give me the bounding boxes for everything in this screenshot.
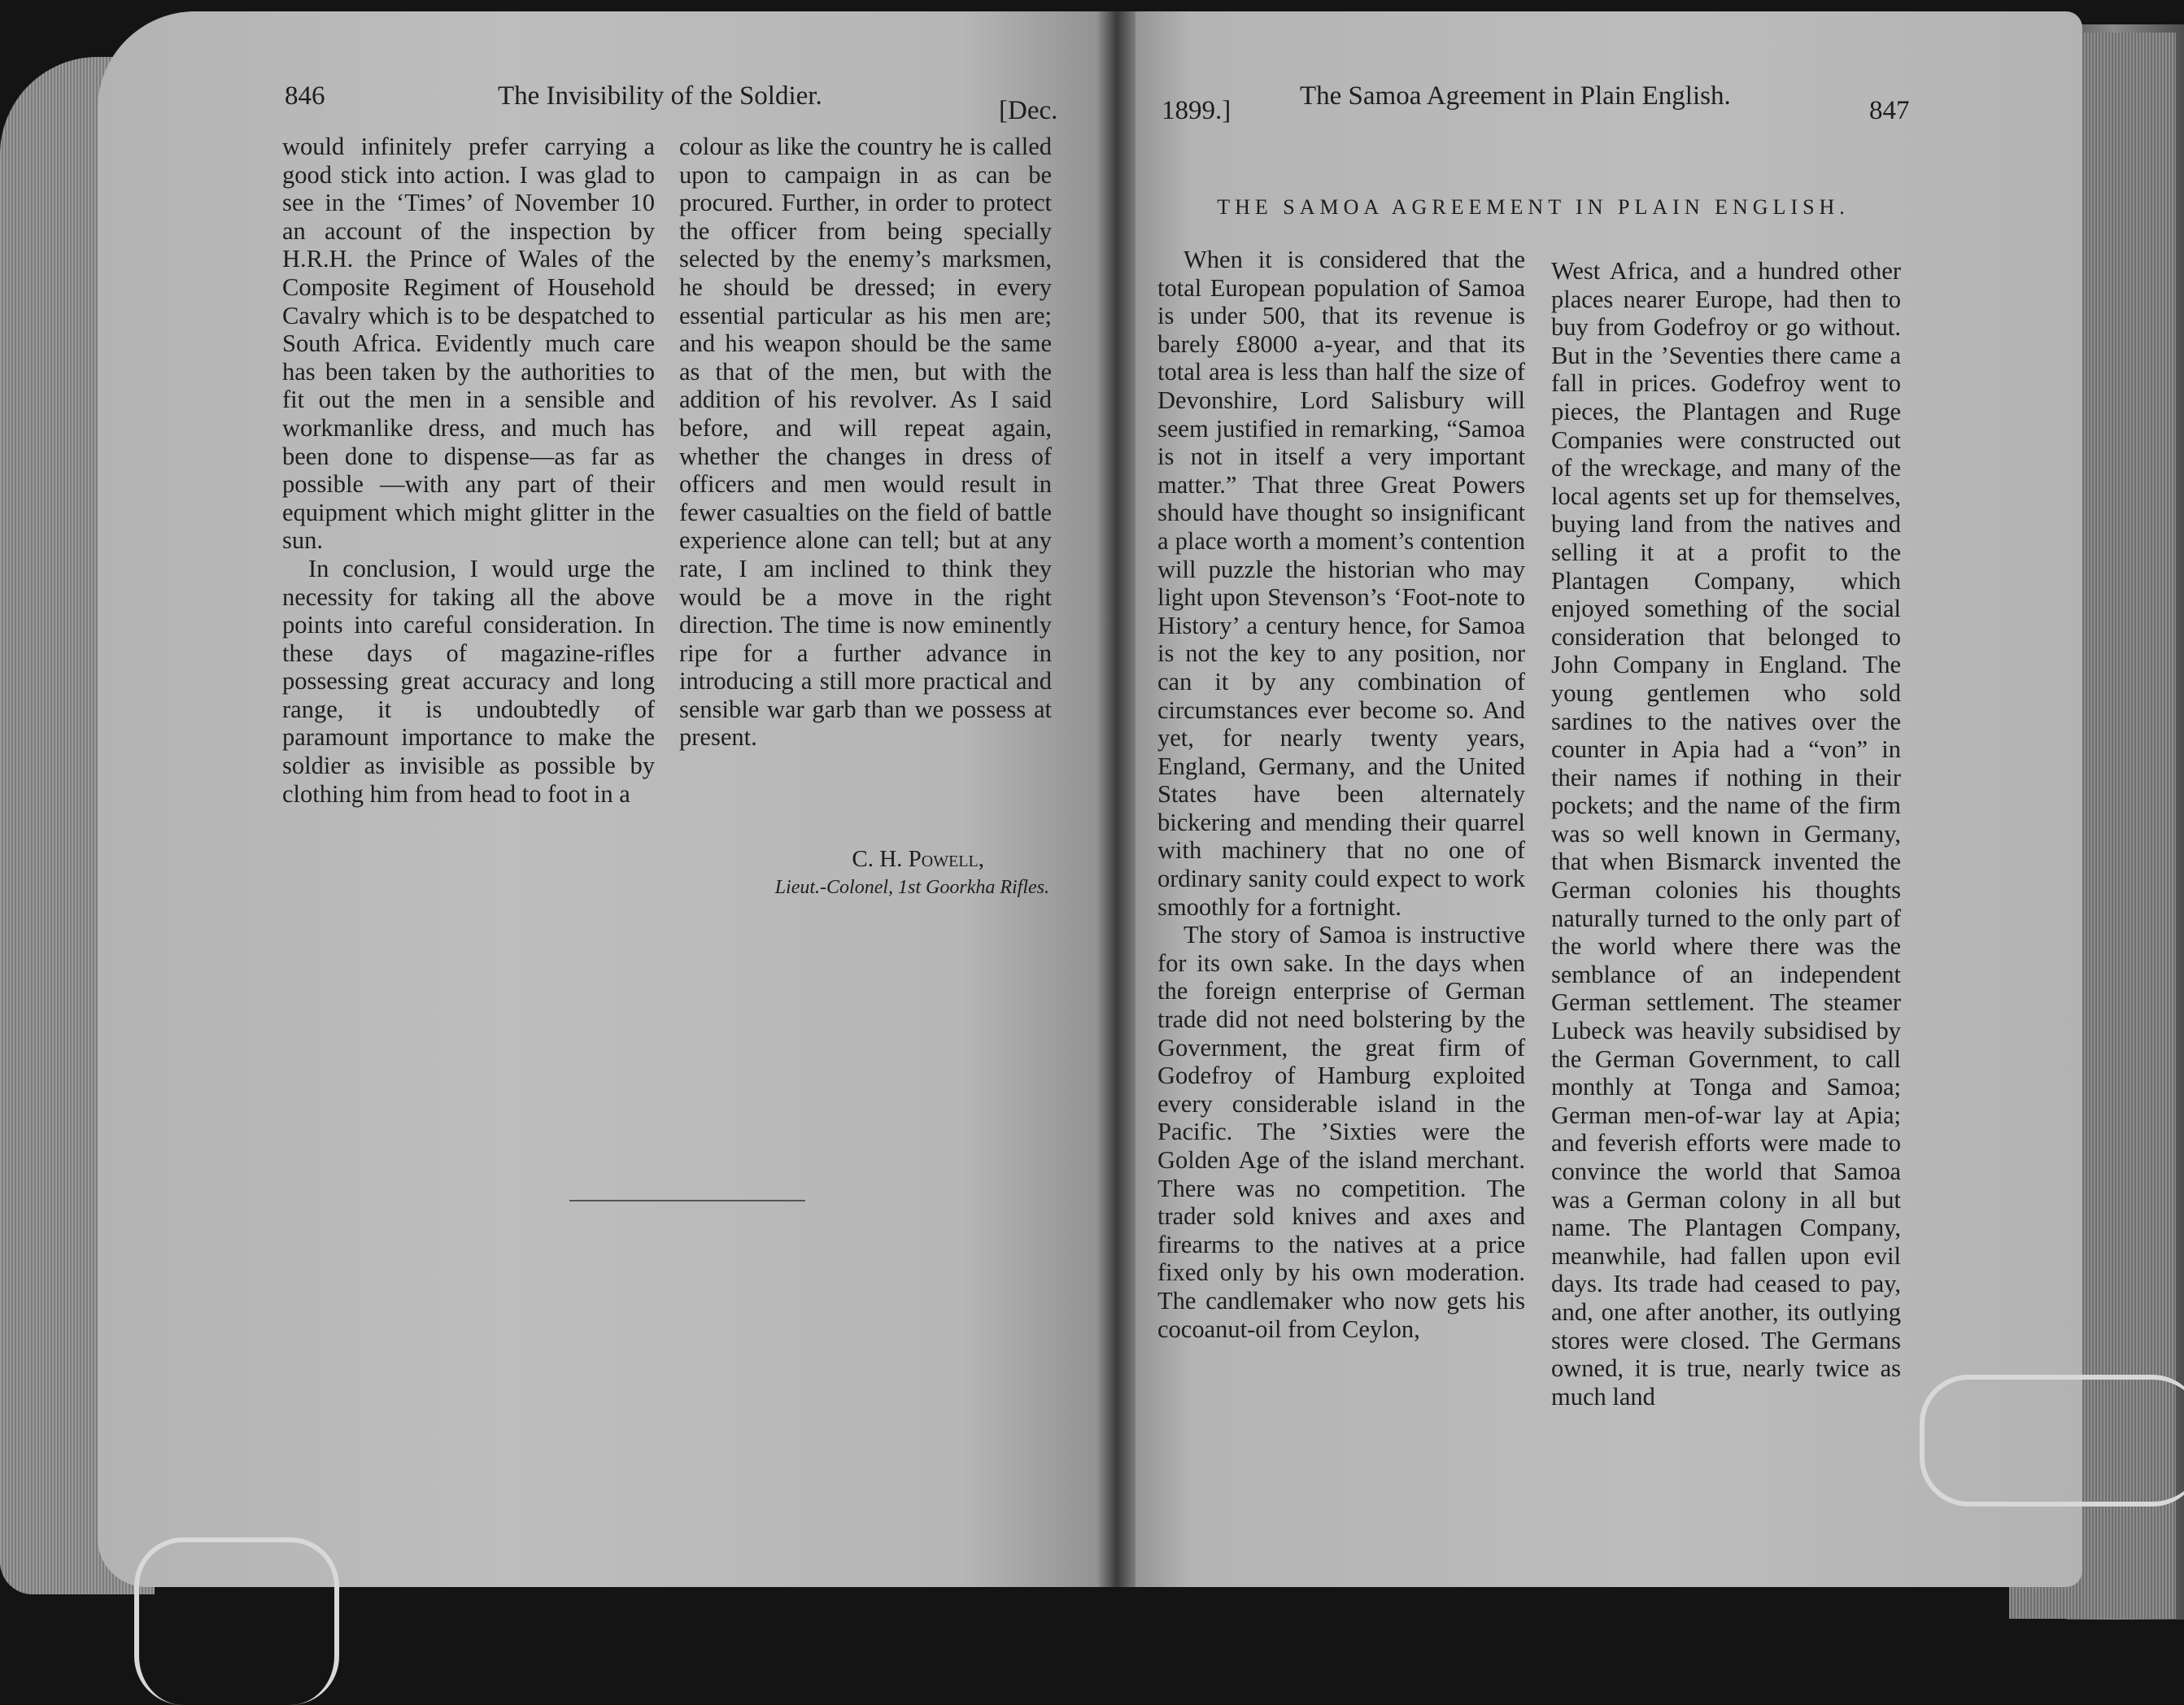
paragraph: In conclusion, I would urge the necessity for taking all the above points into careful consideration. In these days of magazine-rifles possessing great accuracy and long range, it is undoubtedly of paramount importance to make the soldier as invisible as possible by clothing him from head to foot in a — [282, 554, 655, 808]
right-column-1 — [1157, 246, 1525, 1343]
paragraph: West Africa, and a hundred other places nearer Europe, had then to buy from Godefroy or go without. But in the ’Seventies there came a fall in prices. Godefroy went to pieces, the Plantagen and Ruge Companies were constructed out of the wreckage, and many of the local agents set up for themselves, buying land from the natives and selling it at a profit to the Plantagen Company, which enjoyed something of the social consideration that belonged to John Company in England. The young gentlemen who sold sardines to the natives over the counter in Apia had a “von” in their names if nothing in their pockets; and the name of the firm was so well known in Germany, that when Bismarck invented the German colonies his thoughts naturally turned to the only part of the world where there was the semblance of an independent German settlement. The steamer Lubeck was heavily subsidised by the German Government, to call monthly at Tonga and Samoa; German men-of-war lay at Apia; and feverish efforts were made to convince the world that Samoa was a German colony in all but name. The Plantagen Company, meanwhile, had fallen upon evil days. Its trade had ceased to pay, and, one after another, its outlying stores were closed. The Germans owned, it is true, nearly twice as much land — [1551, 257, 1901, 1411]
page-clip-left — [134, 1537, 339, 1705]
paragraph: When it is considered that the total European population of Samoa is under 500, that its revenue is barely £8000 a-year, and that its total area is less than half the size of Devonshire, Lord Salisbury will seem justified in remarking, “Samoa is not in itself a very important matter.” That three Great Powers should have thought so insignificant a place worth a moment’s contention will puzzle the historian who may light upon Stevenson’s ‘Foot-note to History’ a century hence, for Samoa is not the key to any position, nor can it by any combination of circumstances ever become so. And yet, for nearly twenty years, England, Germany, and the United States have been alternately bickering and mending their quarrel with machinery that no one of ordinary sanity could expect to work smoothly for a fortnight. — [1157, 246, 1525, 921]
left-page-number: 846 — [285, 81, 325, 111]
right-column-2 — [1551, 257, 1901, 1411]
left-date-tag: [Dec. — [999, 96, 1058, 125]
book-gutter — [1098, 11, 1136, 1587]
right-date-tag: 1899.] — [1162, 96, 1231, 125]
left-running-title: The Invisibility of the Soldier. — [498, 81, 822, 111]
left-column-2 — [679, 133, 1052, 752]
paragraph: The story of Samoa is instructive for its own sake. In the days when the foreign enterprise of German trade did not need bolstering by the Government, the great firm of Godefroy of Hamburg exploited every considerable island in the Pacific. The ’Sixties were the Golden Age of the island merchant. There was no competition. The trader sold knives and axes and firearms to the natives at a price fixed only by his own moderation. The candlemaker who now gets his cocoanut-oil from Ceylon, — [1157, 921, 1525, 1343]
right-page-number: 847 — [1869, 96, 1910, 125]
signature-name: C. H. Powell, — [852, 846, 984, 872]
left-column-1 — [282, 133, 655, 808]
section-divider — [569, 1200, 805, 1201]
signature-title: Lieut.-Colonel, 1st Goorkha Rifles. — [774, 877, 1049, 898]
page-clip-right — [1920, 1375, 2184, 1507]
paragraph: colour as like the country he is called upon to campaign in as can be procured. Further, in order to protect the officer from being specially selected by the enemy’s marksmen, he should be dressed; in every essential particular as his men are; and his weapon should be the same as that of the men, but with the addition of his revolver. As I said before, and will repeat again, whether the changes in dress of officers and men would result in fewer casualties on the field of battle experience alone can tell; but at any rate, I am inclined to think they would be a move in the right direction. The time is now eminently ripe for a further advance in introducing a still more practical and sensible war garb than we possess at present. — [679, 133, 1052, 752]
paragraph: would infinitely prefer carrying a good stick into action. I was glad to see in the ‘Times’ of November 10 an account of the inspection by H.R.H. the Prince of Wales of the Composite Regiment of Household Cavalry which is to be despatched to South Africa. Evidently much care has been taken by the authorities to fit out the men in a sensible and workmanlike dress, and much has been done to dispense—as far as possible —with any part of their equipment which might glitter in the sun. — [282, 133, 655, 555]
article-title: THE SAMOA AGREEMENT IN PLAIN ENGLISH. — [1217, 195, 1850, 219]
right-running-title: The Samoa Agreement in Plain English. — [1300, 81, 1731, 111]
